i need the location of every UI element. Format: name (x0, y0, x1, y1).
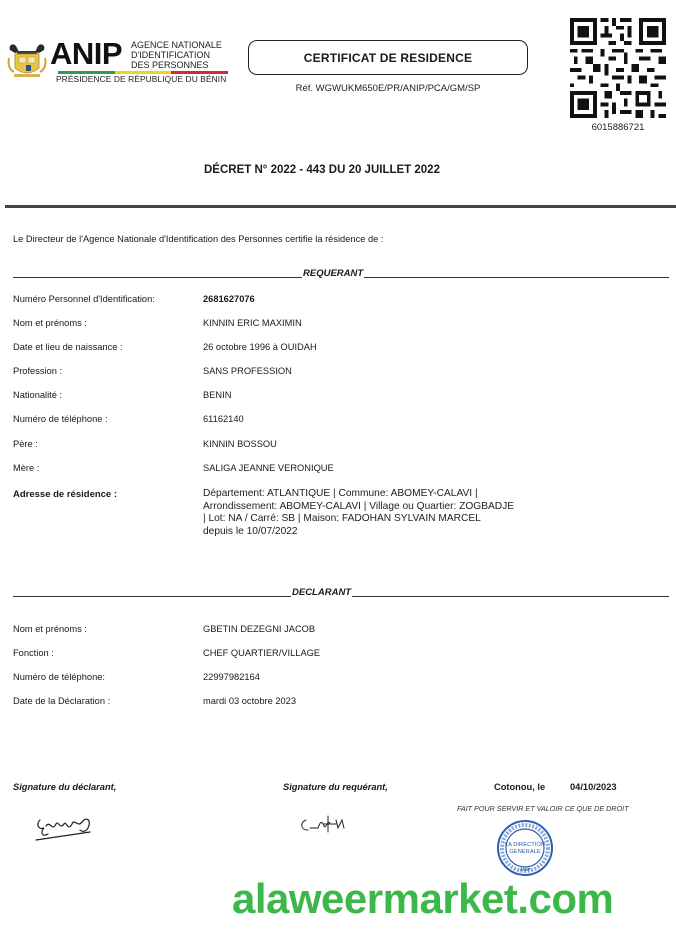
field-label: Nom et prénoms : (13, 624, 87, 634)
field-value: GBETIN DEZEGNI JACOB (203, 624, 316, 634)
field-label: Date et lieu de naissance : (13, 342, 123, 352)
svg-text:ANIP: ANIP (519, 867, 531, 872)
signature-requerant-label: Signature du requérant, (283, 782, 388, 792)
field-label: Père : (13, 439, 38, 449)
field-value: 61162140 (203, 414, 244, 424)
signature-declarant-label: Signature du déclarant, (13, 782, 117, 792)
field-value-npi: 2681627076 (203, 294, 255, 304)
section-label-declarant: DECLARANT (292, 587, 352, 598)
certificate-title: CERTIFICAT DE RESIDENCE (248, 40, 528, 75)
field-value: mardi 03 octobre 2023 (203, 696, 297, 706)
agency-line-2: D'IDENTIFICATION (131, 50, 211, 60)
city-label: Cotonou, le (494, 782, 546, 792)
field-value: SANS PROFESSION (203, 366, 292, 376)
section-header-requerant (13, 268, 669, 279)
header-divider (5, 205, 676, 208)
presidence-text: PRÉSIDENCE DE RÉPUBLIQUE DU BÉNIN (56, 74, 227, 84)
field-value: KINNIN BOSSOU (203, 439, 277, 449)
agency-line-3: DES PERSONNES (131, 60, 209, 70)
intro-text: Le Directeur de l'Agence Nationale d'Identification des Personnes certifie la résidence de : (13, 234, 384, 244)
declarant-signature-icon (34, 810, 98, 844)
official-stamp-icon (496, 819, 554, 877)
field-label: Profession : (13, 366, 63, 376)
address-value (203, 488, 573, 539)
anip-acronym: ANIP (50, 36, 123, 71)
address-line-4: depuis le 10/07/2022 (203, 526, 298, 538)
reference-number: Réf. WGWUKM650E/PR/ANIP/PCA/GM/SP (295, 83, 481, 94)
field-value: KINNIN ERIC MAXIMIN (203, 318, 302, 328)
field-label: Numéro de téléphone: (13, 672, 105, 682)
agency-line-1: AGENCE NATIONALE (131, 40, 222, 50)
field-label: Nom et prénoms : (13, 318, 87, 328)
field-value: BENIN (203, 390, 232, 400)
field-value: 26 octobre 1996 à OUIDAH (203, 342, 317, 352)
svg-text:LA DIRECTION: LA DIRECTION (504, 842, 546, 848)
field-label: Mère : (13, 463, 40, 473)
watermark-text: alaweermarket.com (232, 875, 614, 922)
anip-logo (6, 38, 228, 86)
field-value: 22997982164 (203, 672, 260, 682)
decret-heading: DÉCRET N° 2022 - 443 DU 20 JUILLET 2022 (204, 164, 440, 176)
address-line-1: Département: ATLANTIQUE | Commune: ABOMEY-CALAVI | (203, 488, 478, 499)
issue-date: 04/10/2023 (570, 782, 617, 792)
agency-name (131, 40, 222, 70)
field-value: SALIGA JEANNE VERONIQUE (203, 463, 334, 473)
qr-code-icon (570, 18, 666, 118)
field-value: CHEF QUARTIER/VILLAGE (203, 648, 321, 658)
field-label: Fonction : (13, 648, 54, 658)
field-label: Numéro Personnel d'Identification: (13, 294, 155, 304)
field-label: Nationalité : (13, 390, 63, 400)
requerant-signature-icon (298, 812, 354, 836)
address-label: Adresse de résidence : (13, 489, 118, 500)
section-header-declarant (13, 587, 669, 598)
address-line-3: | Lot: NA / Carré: SB | Maison: FADOHAN SYLVAIN MARCEL (203, 513, 481, 525)
field-label: Numéro de téléphone : (13, 414, 108, 424)
qr-code-number: 6015886721 (591, 122, 645, 133)
field-label: Date de la Déclaration : (13, 696, 111, 706)
benin-coat-of-arms-icon (6, 40, 48, 82)
address-line-2: Arrondissement: ABOMEY-CALAVI | Village ou Quartier: ZOGBADJE (203, 500, 515, 512)
fait-pour-servir-text: FAIT POUR SERVIR ET VALOIR CE QUE DE DROIT (457, 804, 629, 813)
svg-text:GENERALE: GENERALE (509, 849, 541, 855)
section-label-requerant: REQUERANT (303, 268, 364, 279)
